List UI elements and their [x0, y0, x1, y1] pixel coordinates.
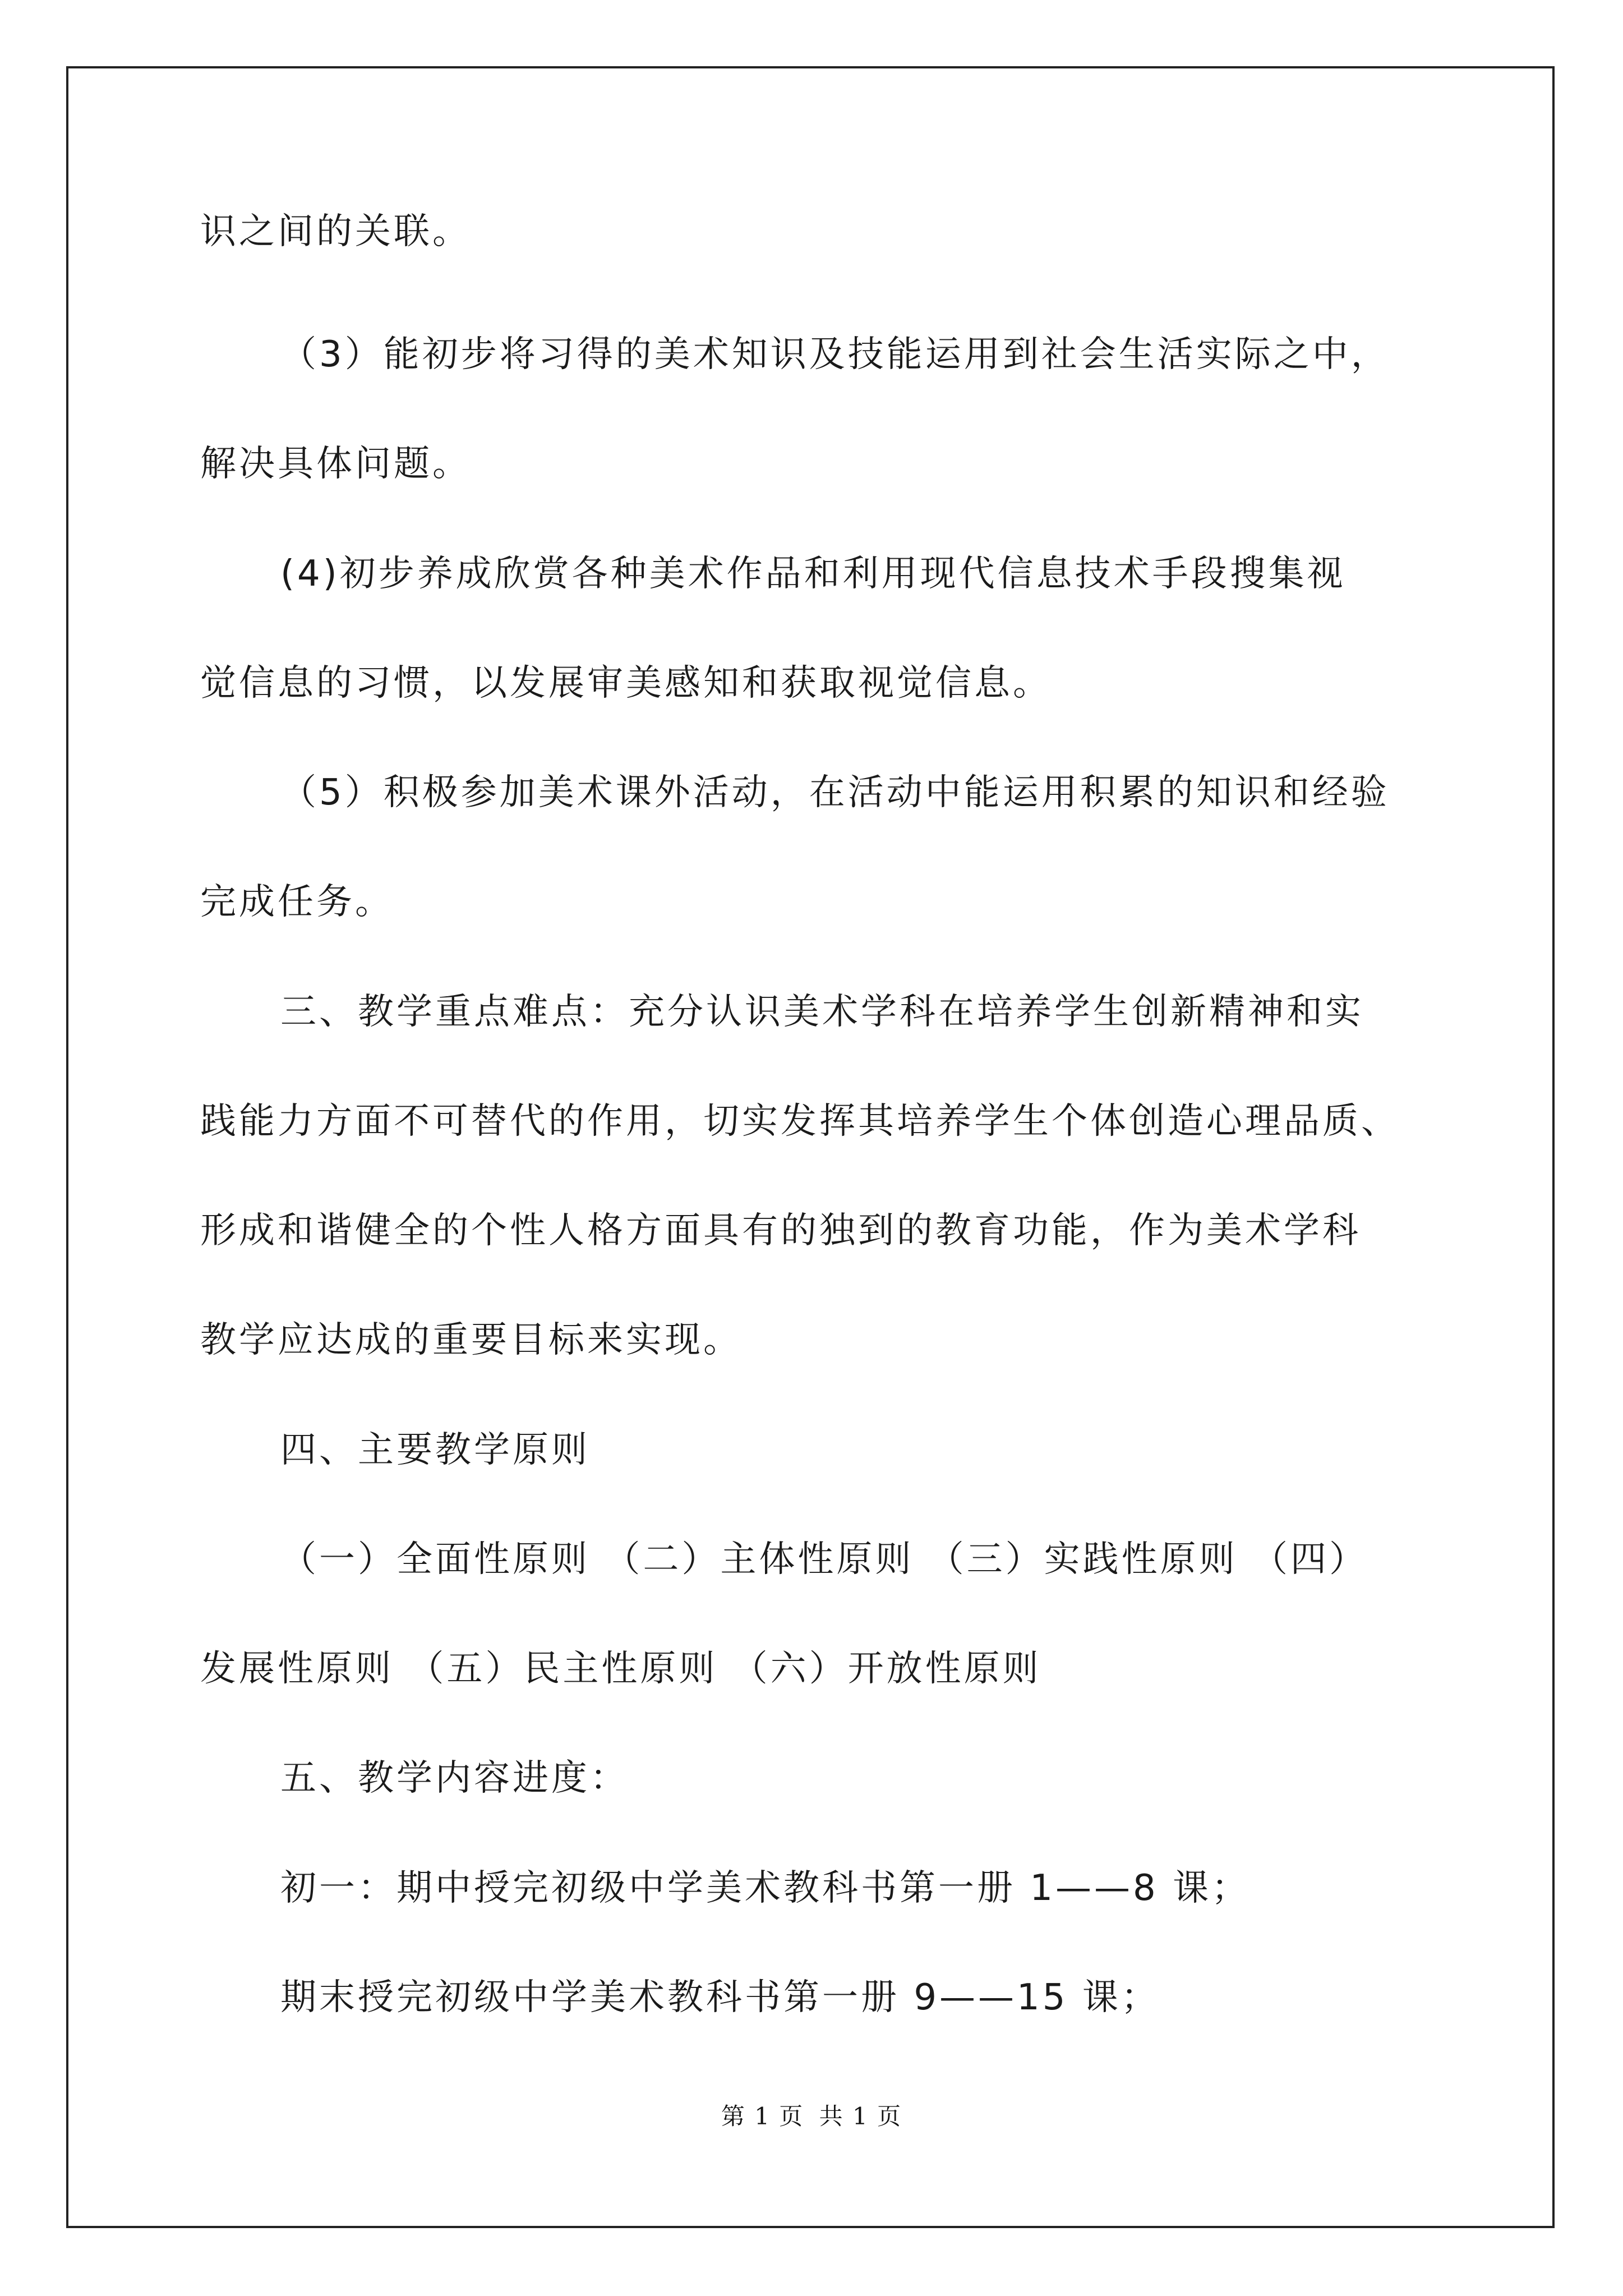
text-line: 识之间的关联。 — [200, 211, 471, 252]
text-line: （5）积极参加美术课外活动，在活动中能运用积累的知识和经验 — [280, 772, 1390, 813]
text-line: 教学应达成的重要目标来实现。 — [200, 1319, 742, 1361]
text-line: 四、主要教学原则 — [280, 1429, 590, 1471]
text-line: 初一：期中授完初级中学美术教科书第一册 1——8 课； — [280, 1867, 1251, 1909]
text-line: 觉信息的习惯，以发展审美感知和获取视觉信息。 — [200, 662, 1052, 704]
text-line: 解决具体问题。 — [200, 443, 471, 485]
page-footer — [0, 2102, 1623, 2131]
text-line: 践能力方面不可替代的作用，切实发挥其培养学生个体创造心理品质、 — [200, 1101, 1400, 1142]
page-number: 第 1 页 — [721, 2102, 804, 2130]
text-line: （3）能初步将习得的美术知识及技能运用到社会生活实际之中， — [280, 334, 1390, 375]
text-line: 发展性原则 （五）民主性原则 （六）开放性原则 — [200, 1648, 1041, 1690]
page-total: 共 1 页 — [819, 2102, 902, 2130]
text-line: 五、教学内容进度： — [280, 1757, 629, 1799]
text-line: 完成任务。 — [200, 881, 394, 923]
text-line: 三、教学重点难点：充分认识美术学科在培养学生创新精神和实 — [280, 991, 1364, 1033]
text-line: (4)初步养成欣赏各种美术作品和利用现代信息技术手段搜集视 — [280, 553, 1346, 595]
text-line: （一）全面性原则 （二）主体性原则 （三）实践性原则 （四） — [280, 1539, 1368, 1580]
text-line: 形成和谐健全的个性人格方面具有的独到的教育功能，作为美术学科 — [200, 1210, 1361, 1251]
text-line: 期末授完初级中学美术教科书第一册 9——15 课； — [280, 1977, 1160, 2018]
